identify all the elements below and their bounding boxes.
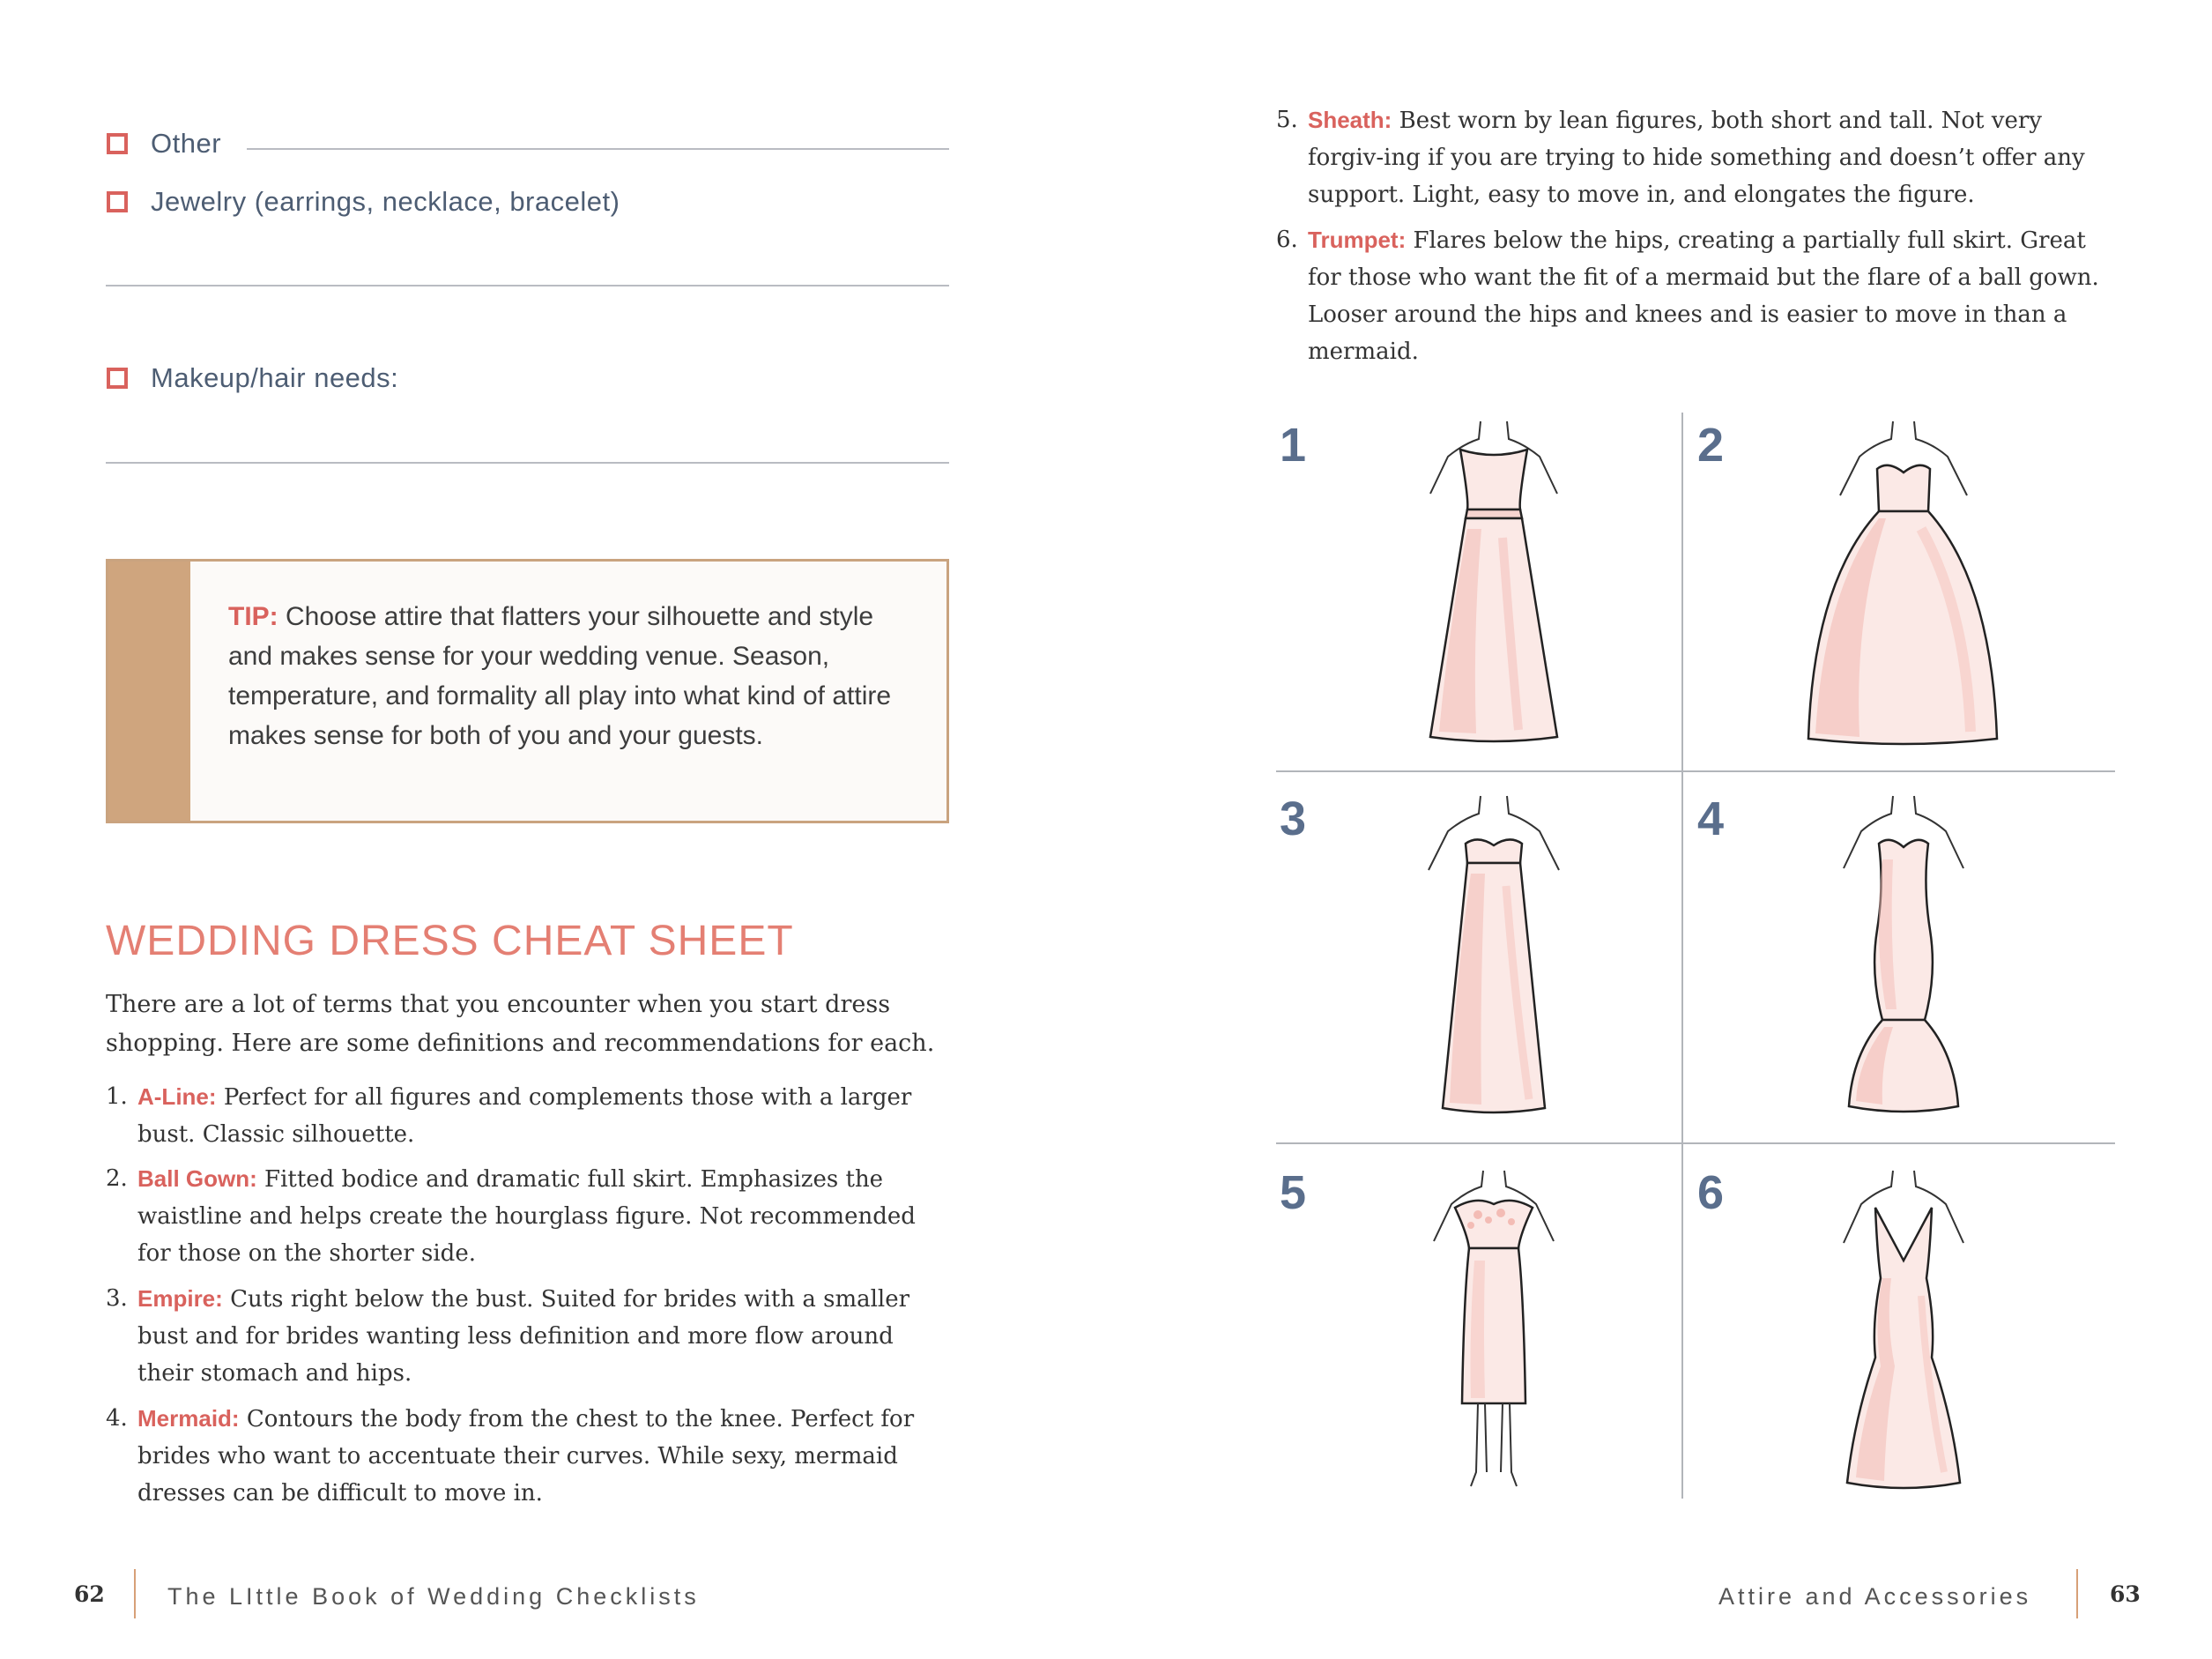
checklist-label-other: Other [151, 128, 222, 159]
tip-label: TIP: [228, 602, 278, 631]
dress-number-6: 6 [1697, 1166, 1725, 1219]
dress-grid-divider-1 [1276, 770, 2115, 772]
page-number-left: 62 [74, 1581, 105, 1607]
dress-illustration-sheath [1397, 1164, 1591, 1499]
dress-illustration-trumpet [1798, 1164, 2009, 1499]
page-number-right: 63 [2110, 1581, 2141, 1607]
definition-term: Sheath: [1308, 107, 1392, 133]
definition-trumpet [1276, 221, 2122, 370]
dress-number-2: 2 [1697, 419, 1725, 472]
checkbox-makeup-hair[interactable] [107, 368, 128, 389]
footer-divider-right [2076, 1569, 2078, 1618]
definition-empire [106, 1280, 952, 1392]
tip-accent-bar [108, 562, 190, 821]
definition-ball-gown [106, 1160, 952, 1272]
intro-paragraph: There are a lot of terms that you encounter when you start dress shopping. Here are some definitions and recommendations for each. [106, 991, 935, 1057]
definition-sheath [1276, 101, 2122, 213]
dress-number-5: 5 [1280, 1166, 1307, 1219]
definition-number: 5. [1276, 107, 1298, 133]
definition-text: Best worn by lean figures, both short and tall. Not very forgiv-ing if you are trying to hide something and doesn’t offer any support. Light, easy to move in, and elongates the figure. [1308, 108, 2085, 208]
definition-term: A-Line: [137, 1083, 217, 1110]
dress-illustration-mermaid [1798, 789, 2009, 1124]
definition-number: 3. [106, 1285, 128, 1312]
checkbox-other[interactable] [107, 133, 128, 154]
checklist-label-makeup-hair: Makeup/hair needs: [151, 362, 399, 393]
checklist-item-jewelry[interactable] [107, 186, 620, 218]
footer-divider-left [134, 1569, 136, 1618]
running-title-left: The LIttle Book of Wedding Checklists [167, 1583, 700, 1610]
tip-box [106, 559, 949, 823]
dress-grid-vertical-divider [1681, 413, 1683, 1499]
dress-grid-divider-2 [1276, 1142, 2115, 1144]
write-in-line-jewelry[interactable] [106, 285, 949, 286]
definition-text: Contours the body from the chest to the knee. Perfect for brides who want to accentuate their curves. While sexy, mermaid dresses can be difficult to move in. [137, 1406, 915, 1506]
checklist-label-jewelry: Jewelry (earrings, necklace, bracelet) [151, 186, 620, 217]
definition-term: Mermaid: [137, 1405, 240, 1432]
checkbox-jewelry[interactable] [107, 191, 128, 212]
definition-term: Trumpet: [1308, 227, 1407, 253]
dress-illustration-a-line [1397, 414, 1591, 749]
checklist-item-other[interactable] [107, 128, 221, 160]
write-in-line-other[interactable] [247, 148, 949, 150]
dress-number-4: 4 [1697, 792, 1725, 845]
dress-illustration-ball-gown [1789, 414, 2018, 749]
definition-text: Cuts right below the bust. Suited for brides with a smaller bust and for brides wanting less definition and more flow around their stomach and hips. [137, 1286, 910, 1387]
dress-number-1: 1 [1280, 419, 1307, 472]
dress-number-3: 3 [1280, 792, 1307, 845]
checklist-item-makeup-hair[interactable] [107, 362, 398, 394]
write-in-line-makeup-hair[interactable] [106, 462, 949, 464]
running-title-right: Attire and Accessories [1718, 1583, 2032, 1610]
definition-number: 4. [106, 1405, 128, 1432]
tip-text-block [228, 597, 907, 755]
definition-mermaid [106, 1400, 952, 1512]
definition-text: Flares below the hips, creating a partially full skirt. Great for those who want the fit of a mermaid but the flare of a ball gown. Looser around the hips and knees and is easier to move in than a mermaid. [1308, 227, 2099, 365]
definition-number: 6. [1276, 227, 1298, 253]
section-title: WEDDING DRESS CHEAT SHEET [106, 918, 794, 964]
definition-text: Perfect for all figures and complements those with a larger bust. Classic silhouette. [137, 1084, 912, 1148]
definition-a-line [106, 1078, 952, 1153]
definition-number: 1. [106, 1083, 128, 1110]
tip-body: Choose attire that flatters your silhouette and style and makes sense for your wedding venue. Season, temperature, and formality all play into what kind of attire makes sense for both of you and your guests. [228, 602, 892, 750]
dress-illustration-empire [1397, 789, 1591, 1124]
definition-term: Ball Gown: [137, 1165, 257, 1192]
definition-term: Empire: [137, 1285, 223, 1312]
definition-number: 2. [106, 1165, 128, 1192]
definition-text: Fitted bodice and dramatic full skirt. Emphasizes the waistline and helps create the hourglass figure. Not recommended for those on the shorter side. [137, 1166, 916, 1267]
